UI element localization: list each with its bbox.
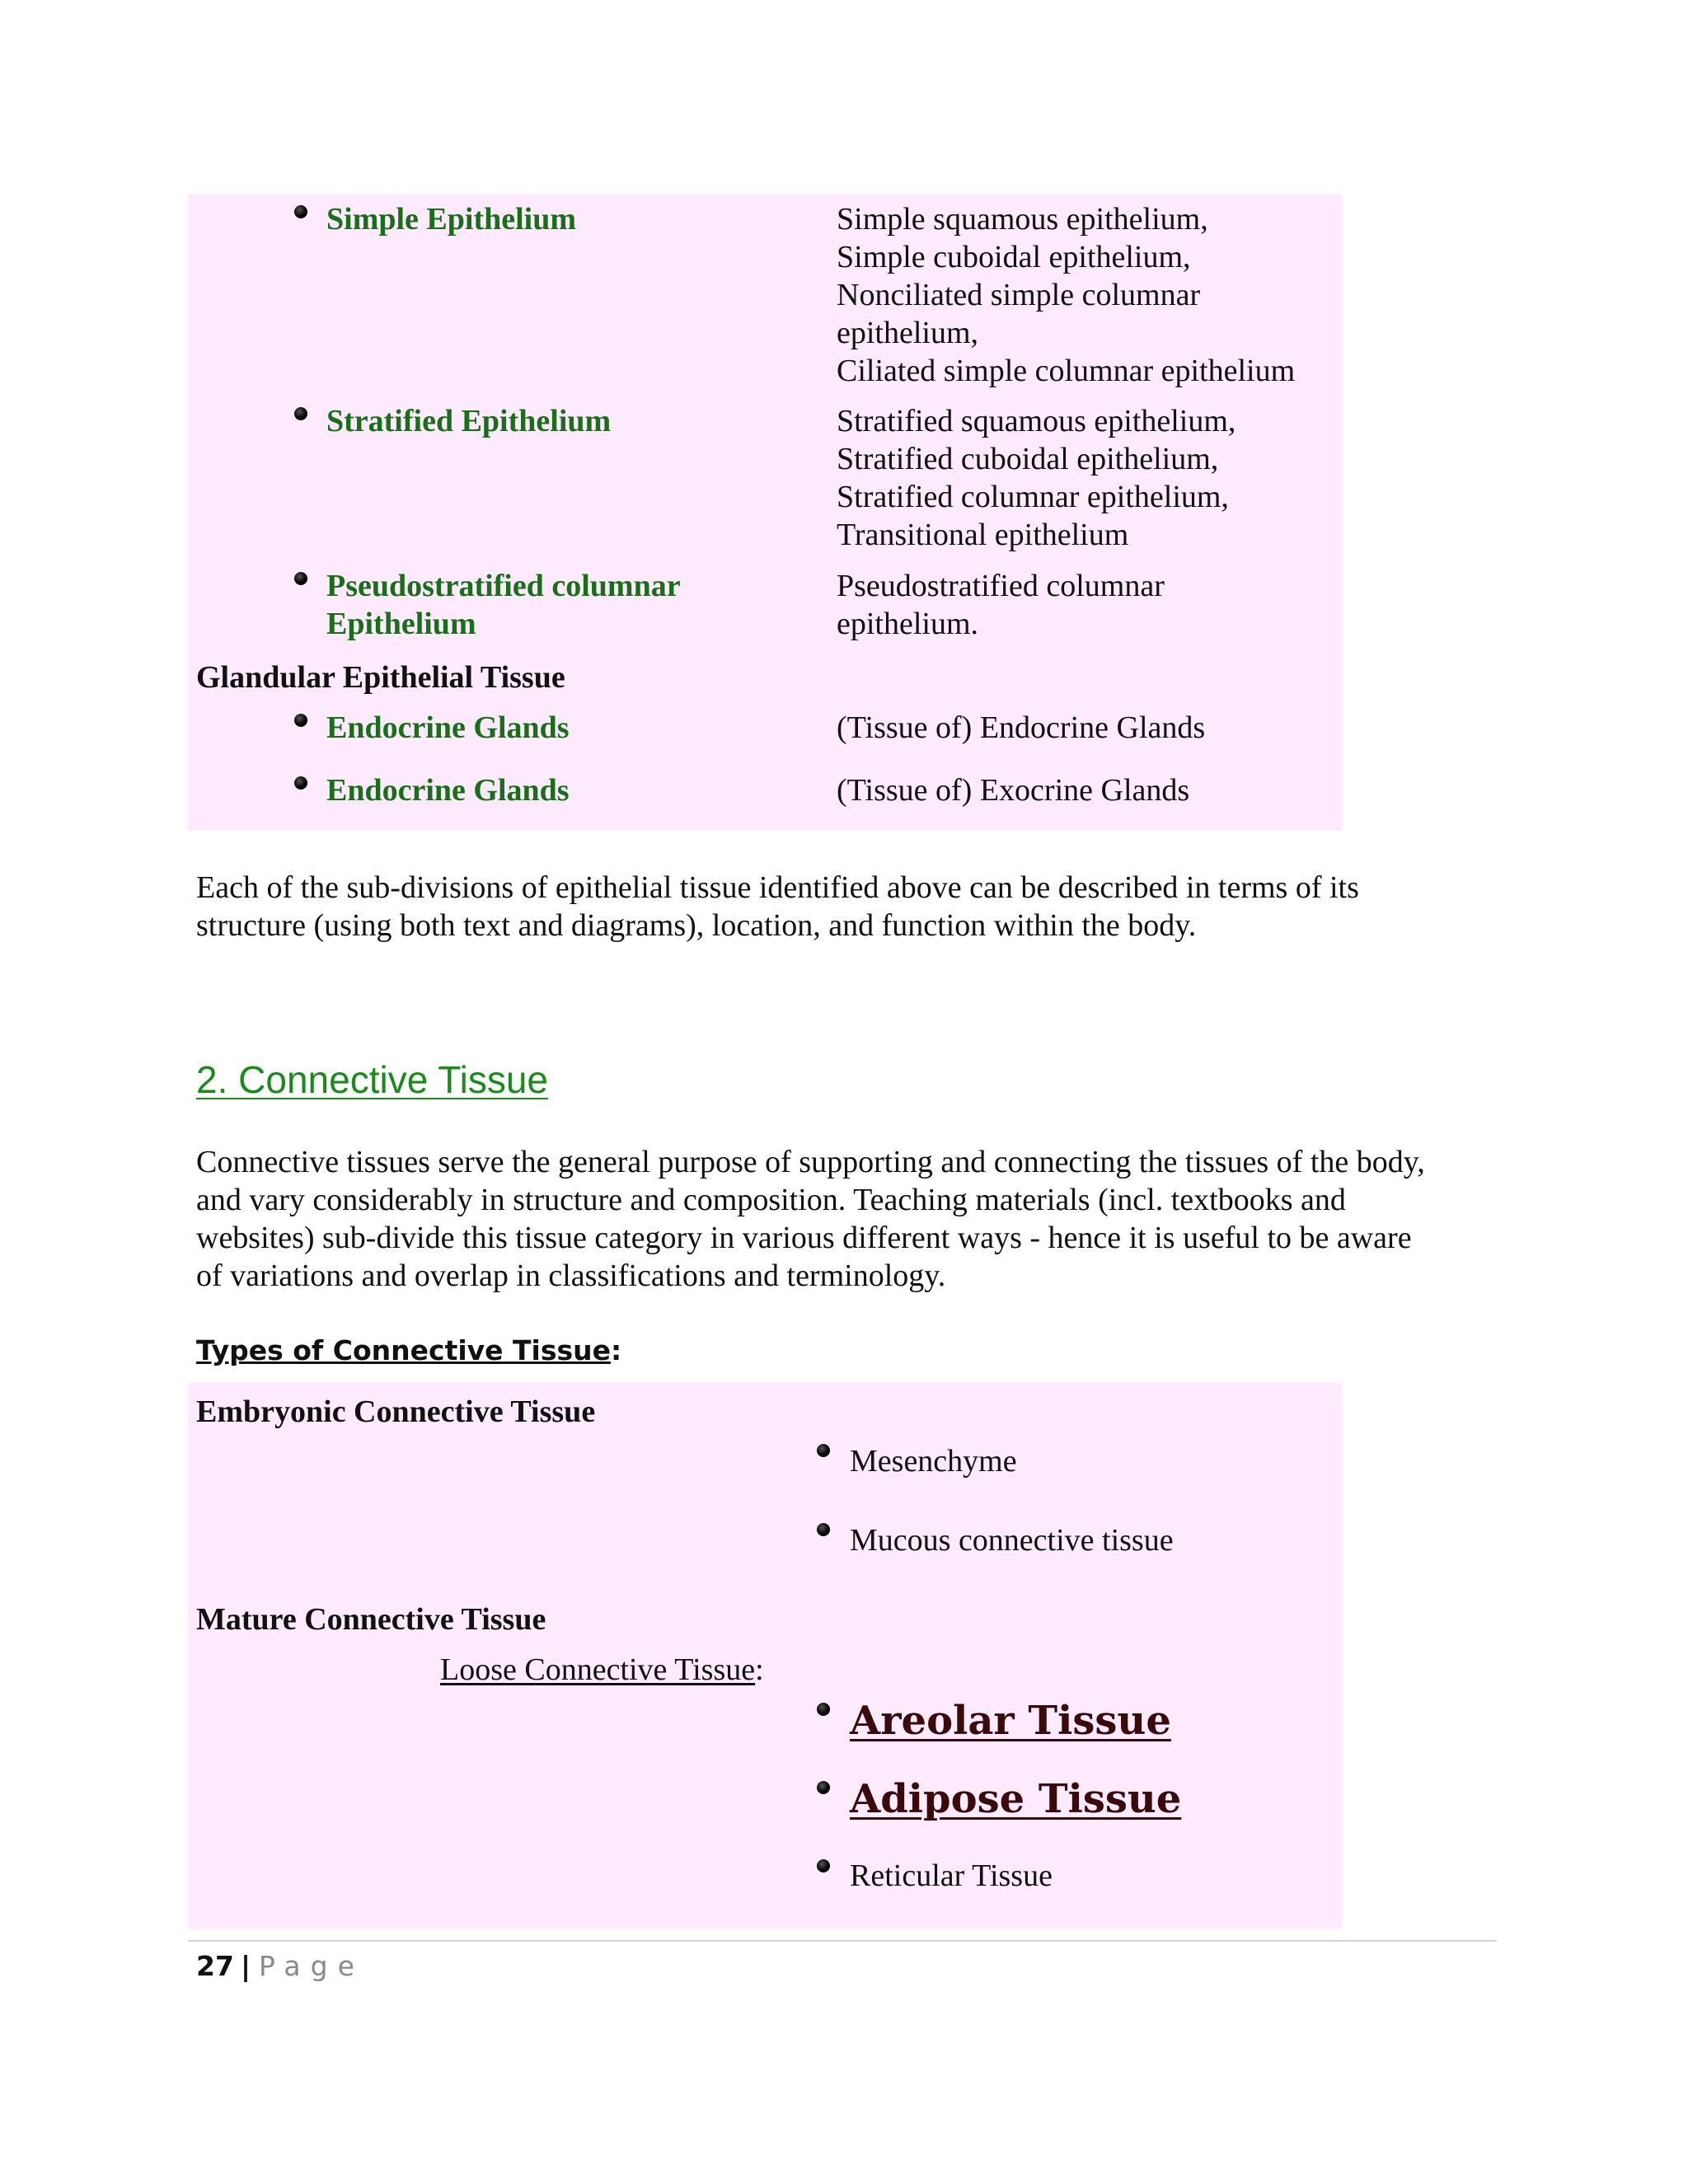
type-item: Simple cuboidal epithelium,	[837, 240, 1191, 274]
bullet-icon	[817, 1781, 830, 1794]
page-word: Page	[259, 1950, 364, 1982]
connective-table	[188, 1383, 1342, 1929]
gland-desc: (Tissue of) Exocrine Glands	[837, 773, 1190, 808]
loose-connective-text: Loose Connective Tissue	[440, 1652, 756, 1687]
type-item: Transitional epithelium	[837, 518, 1129, 552]
page-footer	[196, 1948, 364, 1985]
gland-label: Endocrine Glands	[326, 710, 570, 745]
bullet-icon	[294, 572, 307, 585]
pseudostratified-label	[326, 567, 681, 643]
mature-heading: Mature Connective Tissue	[196, 1602, 546, 1637]
label-line: Pseudostratified columnar	[326, 569, 681, 603]
bullet-icon	[817, 1859, 830, 1872]
adipose-tissue-link[interactable]: Adipose Tissue	[850, 1776, 1182, 1822]
paragraph-line: of variations and overlap in classifications and terminology.	[196, 1258, 946, 1293]
embryonic-item: Mesenchyme	[850, 1444, 1017, 1479]
footer-divider	[188, 1940, 1497, 1942]
paragraph-line: and vary considerably in structure and composition. Teaching materials (incl. textbooks and	[196, 1183, 1346, 1217]
paragraph-line: Connective tissues serve the general purpose of supporting and connecting the tissues of the body,	[196, 1145, 1425, 1179]
types-heading	[196, 1333, 621, 1369]
gland-label: Endocrine Glands	[326, 773, 570, 808]
bullet-icon	[817, 1523, 830, 1536]
paragraph-line: websites) sub-divide this tissue category in various different ways - hence it is useful to be aware	[196, 1221, 1412, 1255]
bullet-icon	[294, 714, 307, 727]
simple-epithelium-label: Simple Epithelium	[326, 202, 576, 237]
reticular-tissue-item: Reticular Tissue	[850, 1858, 1053, 1893]
section-heading: 2. Connective Tissue	[196, 1058, 549, 1101]
footer-separator: |	[240, 1950, 251, 1982]
page-number: 27	[196, 1950, 234, 1982]
connective-paragraph	[196, 1143, 1425, 1295]
stratified-epithelium-label: Stratified Epithelium	[326, 404, 612, 438]
embryonic-item: Mucous connective tissue	[850, 1523, 1174, 1558]
pseudostratified-types	[837, 567, 1165, 643]
simple-epithelium-types	[837, 200, 1295, 390]
gland-desc: (Tissue of) Endocrine Glands	[837, 710, 1206, 745]
paragraph-line: Each of the sub-divisions of epithelial tissue identified above can be described in terms of its	[196, 870, 1359, 905]
bullet-icon	[294, 205, 307, 218]
paragraph-line: structure (using both text and diagrams), location, and function within the body.	[196, 908, 1197, 943]
type-item: Stratified columnar epithelium,	[837, 480, 1229, 514]
bullet-icon	[817, 1444, 830, 1457]
type-item: epithelium.	[837, 607, 979, 641]
type-item: Nonciliated simple columnar	[837, 278, 1201, 312]
bullet-icon	[294, 407, 307, 420]
bullet-icon	[294, 776, 307, 790]
glandular-heading: Glandular Epithelial Tissue	[196, 660, 565, 695]
type-item: Stratified cuboidal epithelium,	[837, 442, 1219, 476]
type-item: epithelium,	[837, 316, 979, 350]
loose-connective-label	[440, 1651, 764, 1689]
bullet-icon	[817, 1703, 830, 1716]
embryonic-heading: Embryonic Connective Tissue	[196, 1394, 596, 1429]
type-item: Ciliated simple columnar epithelium	[837, 354, 1296, 388]
types-heading-text: Types of Connective Tissue	[196, 1334, 612, 1366]
loose-connective-colon: :	[755, 1652, 764, 1687]
type-item: Pseudostratified columnar	[837, 569, 1165, 603]
intro-paragraph	[196, 869, 1359, 944]
types-heading-colon: :	[611, 1334, 622, 1366]
areolar-tissue-link[interactable]: Areolar Tissue	[850, 1698, 1171, 1744]
label-line: Epithelium	[326, 607, 476, 641]
type-item: Stratified squamous epithelium,	[837, 404, 1236, 438]
stratified-epithelium-types	[837, 402, 1236, 554]
type-item: Simple squamous epithelium,	[837, 202, 1208, 237]
